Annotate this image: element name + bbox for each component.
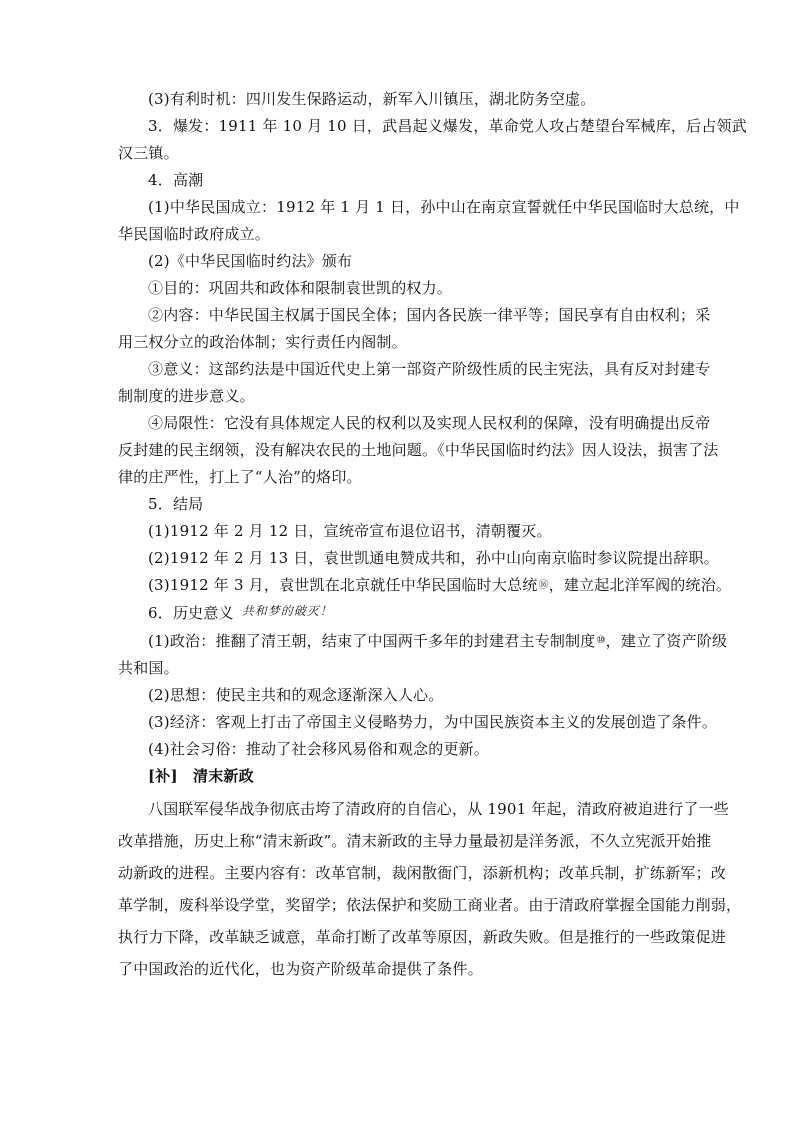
line-13: ④局限性：它没有具体规定人民的权利以及实现人民权利的保障，没有明确提出反帝 (148, 414, 711, 432)
supplement-line-6: 了中国政治的近代化，也为资产阶级革命提供了条件。 (118, 960, 483, 978)
footnote-marker: ⑩ (596, 635, 606, 646)
line-19: (3)1912 年 3 月，袁世凯在北京就任中华民国临时大总统⑯，建立起北洋军阀的统治。 (148, 576, 732, 594)
handwritten-note: 共和梦的破灭！ (241, 603, 333, 618)
line-5: (1)中华民国成立：1912 年 1 月 1 日，孙中山在南京宣誓就任中华民国临时大总统，中 (148, 198, 740, 216)
line-11: ③意义：这部约法是中国近代史上第一部资产阶级性质的民主宪法，具有反对封建专 (148, 360, 711, 378)
supplement-line-2: 改革措施，历史上称“清末新政”。清末新政的主导力量最初是洋务派，不久立宪派开始推 (118, 832, 712, 850)
supplement-line-4: 革学制，废科举设学堂，奖留学；依法保护和奖励工商业者。由于清政府掌握全国能力削弱， (118, 896, 742, 914)
supplement-line-3: 动新政的进程。主要内容有：改革官制，裁闲散衙门，添新机构；改革兵制，扩练新军；改 (118, 864, 727, 882)
line-15: 律的庄严性，打上了“人治”的烙印。 (118, 468, 362, 486)
line-9: ②内容：中华民国主权属于国民全体；国内各民族一律平等；国民享有自由权利；采 (148, 306, 711, 324)
line-25: (4)社会习俗：推动了社会移风易俗和观念的更新。 (148, 740, 490, 758)
line-1: (3)有利时机：四川发生保路运动，新军入川镇压，湖北防务空虚。 (148, 90, 596, 108)
supplement-heading: [补] 清末新政 (148, 767, 254, 785)
section-heading-6: 6．历史意义 $^{共和梦的破灭!}$ (148, 603, 333, 622)
line-21: (1)政治：推翻了清王朝，结束了中国两千多年的封建君主专制制度⑩，建立了资产阶级 (148, 631, 728, 650)
line-10: 用三权分立的政治体制；实行责任内阁制。 (118, 333, 407, 351)
line-18: (2)1912 年 2 月 13 日，袁世凯通电赞成共和，孙中山向南京临时参议院提出辞职。 (148, 549, 719, 567)
footnote-marker: ⑯ (538, 579, 549, 591)
supplement-line-5: 执行力下降，改革缺乏诚意，革命打断了改革等原因，新政失败。但是推行的一些政策促进 (118, 928, 727, 946)
line-14: 反封建的民主纲领，没有解决农民的土地问题。《中华民国临时约法》因人设法，损害了法 (118, 441, 719, 459)
line-22: 共和国。 (118, 659, 179, 677)
line-24: (3)经济：客观上打击了帝国主义侵略势力，为中国民族资本主义的发展创造了条件。 (148, 713, 718, 731)
section-heading-4: 4．高潮 (148, 171, 204, 189)
line-17: (1)1912 年 2 月 12 日，宣统帝宣布退位诏书，清朝覆灭。 (148, 522, 552, 540)
line-23: (2)思想：使民主共和的观念逐渐深入人心。 (148, 686, 444, 704)
line-6: 华民国临时政府成立。 (118, 225, 271, 243)
line-7: (2)《中华民国临时约法》颁布 (148, 252, 353, 270)
supplement-line-1: 八国联军侵华战争彻底击垮了清政府的自信心，从 1901 年起，清政府被迫进行了一些 (148, 800, 729, 818)
line-3: 汉三镇。 (118, 144, 179, 162)
line-2: 3．爆发：1911 年 10 月 10 日，武昌起义爆发，革命党人攻占楚望台军械库，后占领武 (148, 117, 747, 135)
supplement-paragraph (118, 793, 742, 985)
section-heading-5: 5．结局 (148, 495, 204, 513)
line-12: 制制度的进步意义。 (118, 387, 255, 405)
line-8: ①目的：巩固共和政体和限制袁世凯的权力。 (148, 279, 453, 297)
